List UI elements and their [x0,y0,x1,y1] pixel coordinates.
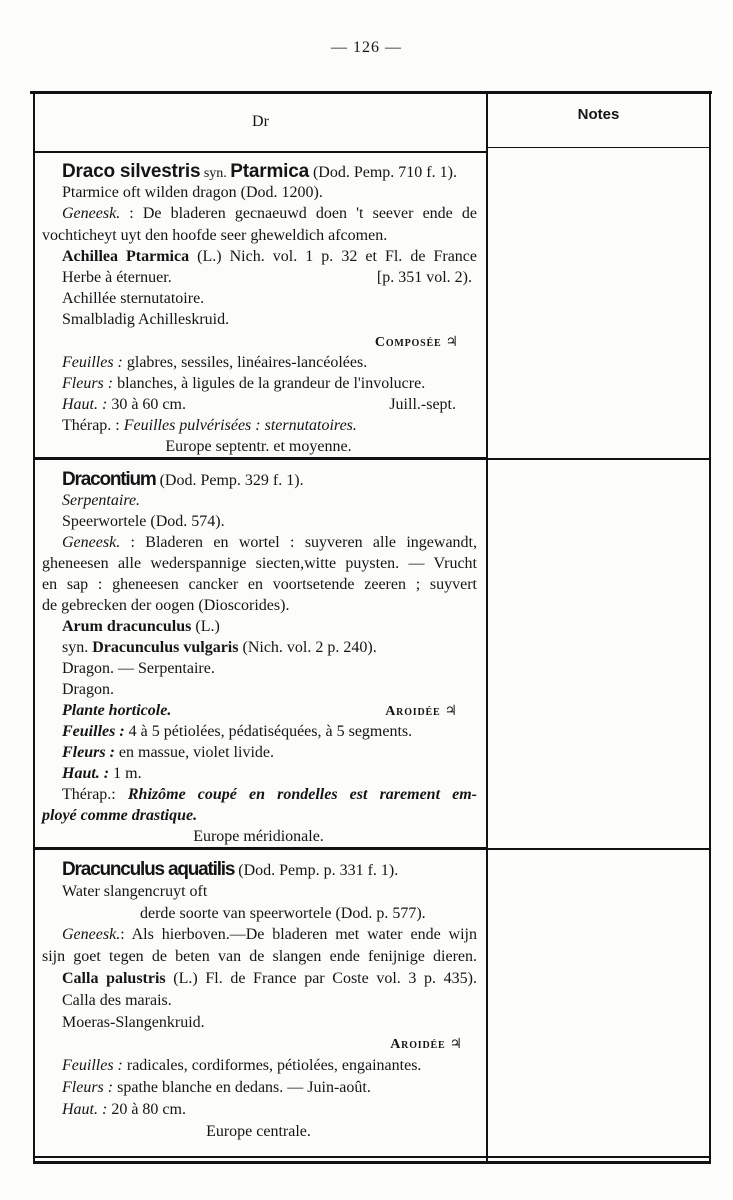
reference-continuation: [p. 351 vol. 2). [376,268,472,286]
text: 1 m. [109,765,142,782]
family-name: Aroidée [390,1037,446,1053]
feuilles-label: Feuilles : [62,1057,123,1075]
text-line [40,805,477,826]
distribution: Europe méridionale. [193,828,324,845]
entry-separator-left [35,847,486,850]
distribution-line [40,1121,477,1143]
entry-title: Dracontium [62,469,156,490]
distribution-line [40,436,477,457]
family-name: Composée [374,334,442,350]
entry-title: Draco silvestris [62,161,201,182]
text: de gebrecken der oogen (Dioscorides). [42,597,290,614]
entry-heading [40,161,477,182]
text-line [40,532,477,553]
synonym-label: syn. [62,639,93,656]
table-top-rule [30,91,712,94]
haut-label: Haut. : [62,396,108,414]
text: Herbe à éternuer. [62,268,172,286]
text: blanches, à ligules de la grandeur de l'involucre. [113,374,426,392]
text: Ptarmice oft wilden dragon (Dod. 1200). [62,184,323,202]
entry-heading [40,859,477,881]
text-line [40,352,477,373]
text: (Nich. vol. 2 p. 240). [238,639,377,656]
text-line [40,574,477,595]
fleurs-label: Fleurs : [62,744,115,761]
text-line [40,679,477,700]
entry-title: Dracunculus aquatilis [62,859,235,880]
text: Water slangencruyt oft [62,882,208,900]
text-line [40,373,477,394]
haut-label: Haut. : [62,765,110,782]
feuilles-label: Feuilles : [62,723,125,740]
synonym-title: Ptarmica [230,161,309,182]
source-reference: (Dod. Pemp. 329 f. 1). [155,472,304,489]
text-line [40,616,477,637]
text-line [40,763,477,784]
text: Dragon. — Serpentaire. [62,660,215,677]
haut-label: Haut. : [62,1100,108,1118]
text: derde soorte van speerwortele (Dod. p. 577). [140,904,426,922]
table-left-border [33,92,35,1164]
text: Achillée sternutatoire. [62,290,205,308]
text-line [40,394,477,415]
text: vochticheyt uyt den hoofde seer gheweldich afcomen. [42,226,388,244]
geneesk-label: Geneesk. [62,205,121,223]
text-line [40,637,477,658]
text: : Als hierboven.—De bladeren met water ende wijn [120,926,477,944]
text: gheneesen alle wederspannige siecten,witte puysten. — Vrucht [42,555,477,572]
text-line [40,288,477,309]
text: Feuilles pulvérisées : sternutatoires. [123,417,357,435]
distribution: Europe septentr. et moyenne. [165,438,352,456]
perennial-symbol-icon: ♃ [449,1036,462,1053]
text: spathe blanche en dedans. — Juin-août. [113,1078,371,1096]
geneesk-label: Geneesk. [62,926,121,944]
perennial-symbol-icon: ♃ [445,333,458,350]
entry-separator-right [488,458,709,460]
entry-dracontium [40,469,477,847]
text: radicales, cordiformes, pétiolées, engainantes. [122,1057,422,1075]
text-line [40,1033,477,1055]
botanical-name: Calla palustris [62,969,166,987]
text-line [40,721,477,742]
text-line [40,881,477,903]
column-divider [486,92,488,1164]
text-line [40,658,477,679]
therap-label: Thérap.: [62,786,128,803]
text-line [40,225,477,246]
text: glabres, sessiles, linéaires-lancéolées. [122,353,368,371]
text-line [40,511,477,532]
table-bottom-rule [33,1156,711,1158]
entry-heading [40,469,477,490]
text: : Bladeren en wortel : suyveren alle ingewandt, [120,534,477,551]
text-line [40,553,477,574]
text-line [40,182,477,203]
text: 20 à 80 cm. [107,1100,186,1118]
therap-label: Thérap. : [62,417,124,435]
column-header-dr: Dr [252,113,269,130]
text: sijn goet tegen de beten van de slangen ende fenijnige dieren. [42,948,477,966]
text-line [40,903,477,925]
text-line [40,924,477,946]
text-line [40,267,477,288]
geneesk-label: Geneesk. [62,534,121,551]
text-line [40,1012,477,1034]
text-line [40,203,477,224]
page-number: — 126 — [331,39,402,56]
text: Dragon. [62,681,114,698]
text: en sap : gheneesen cancker en voortsetende zeeren ; suyvert [42,576,477,593]
text-line [40,1099,477,1121]
source-reference: (Dod. Pemp. p. 331 f. 1). [234,862,399,879]
text: Moeras-Slangenkruid. [62,1013,205,1031]
family-label [385,700,457,722]
perennial-symbol-icon: ♃ [444,703,457,719]
synonym-label: syn. [200,166,231,181]
text: 4 à 5 pétiolées, pédatiséquées, à 5 segments. [124,723,413,740]
text-line [40,946,477,968]
text-line [40,1077,477,1099]
distribution-line [40,826,477,847]
text: Plante horticole. [62,702,172,719]
entry-dracunculus-aquatilis [40,859,477,1142]
botanical-name: Arum dracunculus [62,618,192,635]
text-line [40,309,477,330]
text-line [40,742,477,763]
family-label [375,331,458,353]
entry-draco-silvestris [40,161,477,458]
text-line [40,490,477,511]
header-rule-right [488,147,709,148]
text: ployé comme drastique. [42,807,198,824]
text: (L.) Nich. vol. 1 p. 32 et Fl. de France [189,247,477,265]
table-right-border [709,92,711,1164]
text: : De bladeren gecnaeuwd doen 't seever ende de [120,205,477,223]
text-line [40,246,477,267]
entry-separator-right [488,848,709,850]
text-line [40,784,477,805]
text-line [40,700,477,721]
text: Smalbladig Achilleskruid. [62,311,230,329]
source-reference: (Dod. Pemp. 710 f. 1). [308,164,457,181]
botanical-name: Achillea Ptarmica [62,247,190,265]
text-line [40,1055,477,1077]
text: (L.) [191,618,220,635]
text: (L.) Fl. de France par Coste vol. 3 p. 435). [165,969,478,987]
family-name: Aroidée [385,704,441,719]
text-line [40,968,477,990]
text-line [40,595,477,616]
text: en massue, violet livide. [114,744,274,761]
text: Rhizôme coupé en rondelles est rarement em- [127,786,478,803]
feuilles-label: Feuilles : [62,353,123,371]
text-line [40,990,477,1012]
text: Speerwortele (Dod. 574). [62,513,225,530]
text: Calla des marais. [62,991,172,1009]
family-label [390,1033,462,1056]
text-line [40,415,477,436]
text: 30 à 60 cm. [107,396,186,414]
column-header-notes: Notes [577,106,620,123]
text-line [40,331,477,352]
flowering-period: Juill.-sept. [389,396,456,414]
header-rule-left [35,151,486,153]
table-bottom-rule-thick [33,1161,711,1164]
fleurs-label: Fleurs : [62,1078,114,1096]
botanical-name: Dracunculus vulgaris [92,639,239,656]
distribution: Europe centrale. [206,1122,311,1140]
fleurs-label: Fleurs : [62,374,114,392]
text: Serpentaire. [62,492,141,509]
